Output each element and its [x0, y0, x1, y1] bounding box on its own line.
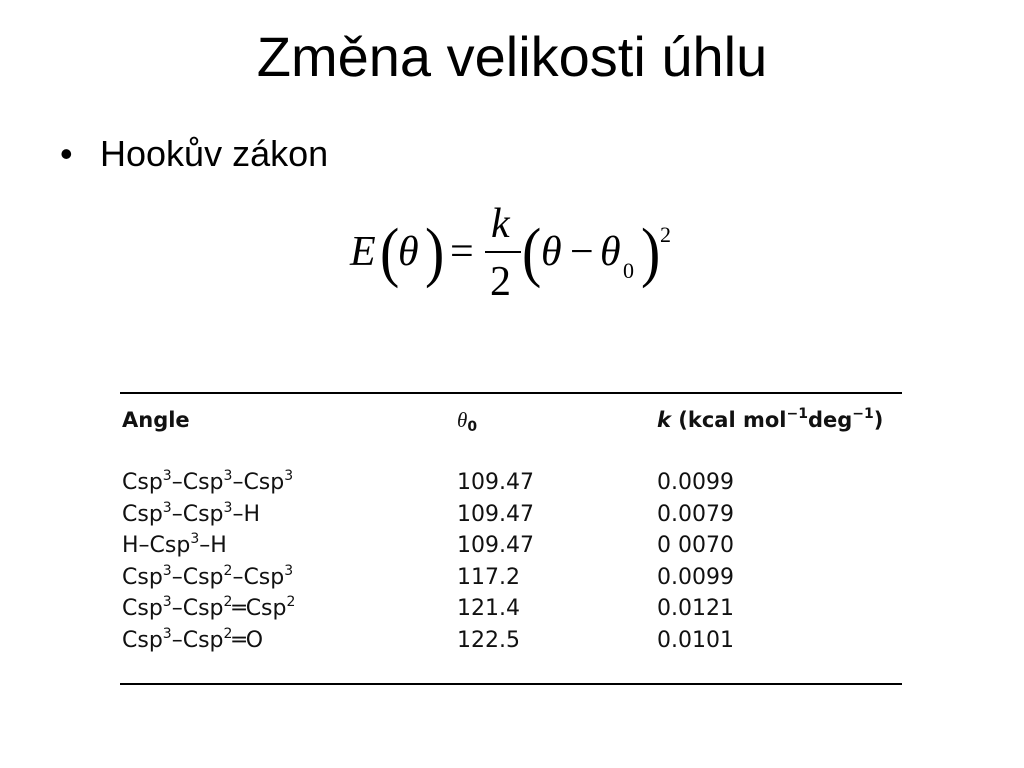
angle-token: 3 [162, 562, 172, 579]
angle-parameter-table [122, 408, 902, 659]
angle-token: 3 [162, 499, 172, 516]
angle-token: O [245, 627, 264, 653]
cell-theta0: 109.47 [457, 501, 534, 527]
angle-token: Csp [182, 564, 224, 590]
formula-rparen2: ) [641, 214, 661, 289]
angle-token: Csp [182, 627, 224, 653]
angle-token: Csp [122, 564, 163, 590]
angle-token: – [199, 533, 211, 558]
angle-token: 2 [223, 562, 233, 579]
angle-token: ═ [232, 627, 246, 653]
angle-token: – [171, 470, 183, 495]
angle-token: – [232, 501, 244, 527]
angle-token: 2 [223, 594, 233, 610]
table-row [122, 533, 902, 565]
angle-token: Csp [243, 470, 285, 495]
formula-sub0: 0 [623, 258, 634, 283]
angle-token: 3 [162, 594, 172, 610]
fraction-bar [485, 251, 521, 253]
angle-token: – [171, 564, 183, 590]
cell-theta0: 122.5 [457, 627, 520, 653]
formula-equals: = [450, 229, 474, 275]
cell-k: 0.0121 [657, 596, 734, 621]
cell-angle [122, 562, 294, 590]
angle-token: Csp [243, 564, 285, 590]
slide-title: Změna velikosti úhlu [256, 25, 768, 88]
angle-token: 3 [162, 625, 172, 642]
angle-token: – [232, 470, 244, 495]
angle-token: Csp [182, 501, 224, 527]
angle-token: 3 [284, 468, 294, 484]
cell-angle [122, 596, 295, 621]
header-k-symbol: k [657, 408, 671, 432]
formula-E: E [350, 229, 376, 275]
cell-theta0: 121.4 [457, 596, 520, 621]
angle-token: Csp [122, 470, 163, 495]
angle-token: 3 [190, 531, 200, 547]
cell-theta0: 109.47 [457, 533, 534, 558]
header-theta-symbol: θ [457, 408, 468, 432]
cell-k: 0.0099 [657, 470, 734, 495]
bullet-item [60, 132, 328, 176]
table-row [122, 625, 902, 660]
formula-lparen: ( [380, 214, 400, 289]
header-k-exp-2: −1 [852, 406, 874, 422]
header-k-unit-1: (kcal mol [678, 408, 787, 432]
angle-token: – [232, 564, 244, 590]
table-top-rule [120, 392, 902, 394]
angle-token: H [122, 533, 139, 558]
angle-token: Csp [122, 627, 163, 653]
header-k [657, 408, 883, 432]
cell-k: 0.0079 [657, 501, 734, 527]
header-theta-sub: 0 [467, 419, 478, 435]
cell-angle [122, 625, 264, 653]
cell-theta0: 117.2 [457, 564, 520, 590]
formula-theta: θ [398, 229, 419, 275]
header-k-unit-2: deg [807, 408, 853, 432]
angle-token: 3 [162, 468, 172, 484]
formula-theta2: θ [541, 229, 562, 275]
formula-theta3: θ [600, 229, 621, 275]
angle-token: Csp [245, 596, 287, 621]
angle-token: Csp [149, 533, 191, 558]
formula-denominator: 2 [490, 259, 511, 305]
cell-angle [122, 470, 293, 495]
cell-k: 0.0099 [657, 564, 734, 590]
formula-exponent: 2 [660, 222, 671, 247]
table-bottom-rule [120, 683, 902, 685]
formula-minus: − [570, 229, 594, 275]
angle-token: Csp [182, 596, 224, 621]
angle-token: 2 [223, 625, 233, 642]
header-k-unit-3: ) [873, 408, 884, 432]
cell-k: 0.0101 [657, 627, 734, 653]
formula-rparen: ) [425, 214, 445, 289]
angle-token: – [138, 533, 150, 558]
table-row [122, 470, 902, 502]
header-angle: Angle [122, 408, 190, 432]
table-row [122, 499, 902, 534]
angle-token: H [243, 501, 260, 527]
cell-k: 0 0070 [657, 533, 734, 558]
angle-token: Csp [122, 596, 163, 621]
table-row [122, 562, 902, 597]
angle-token: 3 [284, 562, 294, 579]
header-k-exp-1: −1 [786, 406, 808, 422]
bullet-marker: • [60, 133, 73, 174]
angle-token: Csp [122, 501, 163, 527]
table-row [122, 596, 902, 628]
angle-token: – [171, 627, 183, 653]
angle-token: 3 [223, 499, 233, 516]
angle-token: – [171, 596, 183, 621]
cell-angle [122, 499, 260, 527]
cell-angle [122, 533, 227, 558]
angle-token: H [210, 533, 227, 558]
formula-numerator: k [491, 201, 510, 247]
angle-token: 2 [286, 594, 296, 610]
table-header-row [122, 408, 902, 458]
formula-lparen2: ( [522, 214, 542, 289]
angle-token: ═ [232, 596, 246, 621]
angle-token: Csp [182, 470, 224, 495]
angle-token: – [171, 501, 183, 527]
cell-theta0: 109.47 [457, 470, 534, 495]
header-theta0 [457, 408, 477, 433]
table-body [122, 470, 902, 659]
bullet-text: Hookův zákon [100, 133, 329, 174]
angle-token: 3 [223, 468, 233, 484]
